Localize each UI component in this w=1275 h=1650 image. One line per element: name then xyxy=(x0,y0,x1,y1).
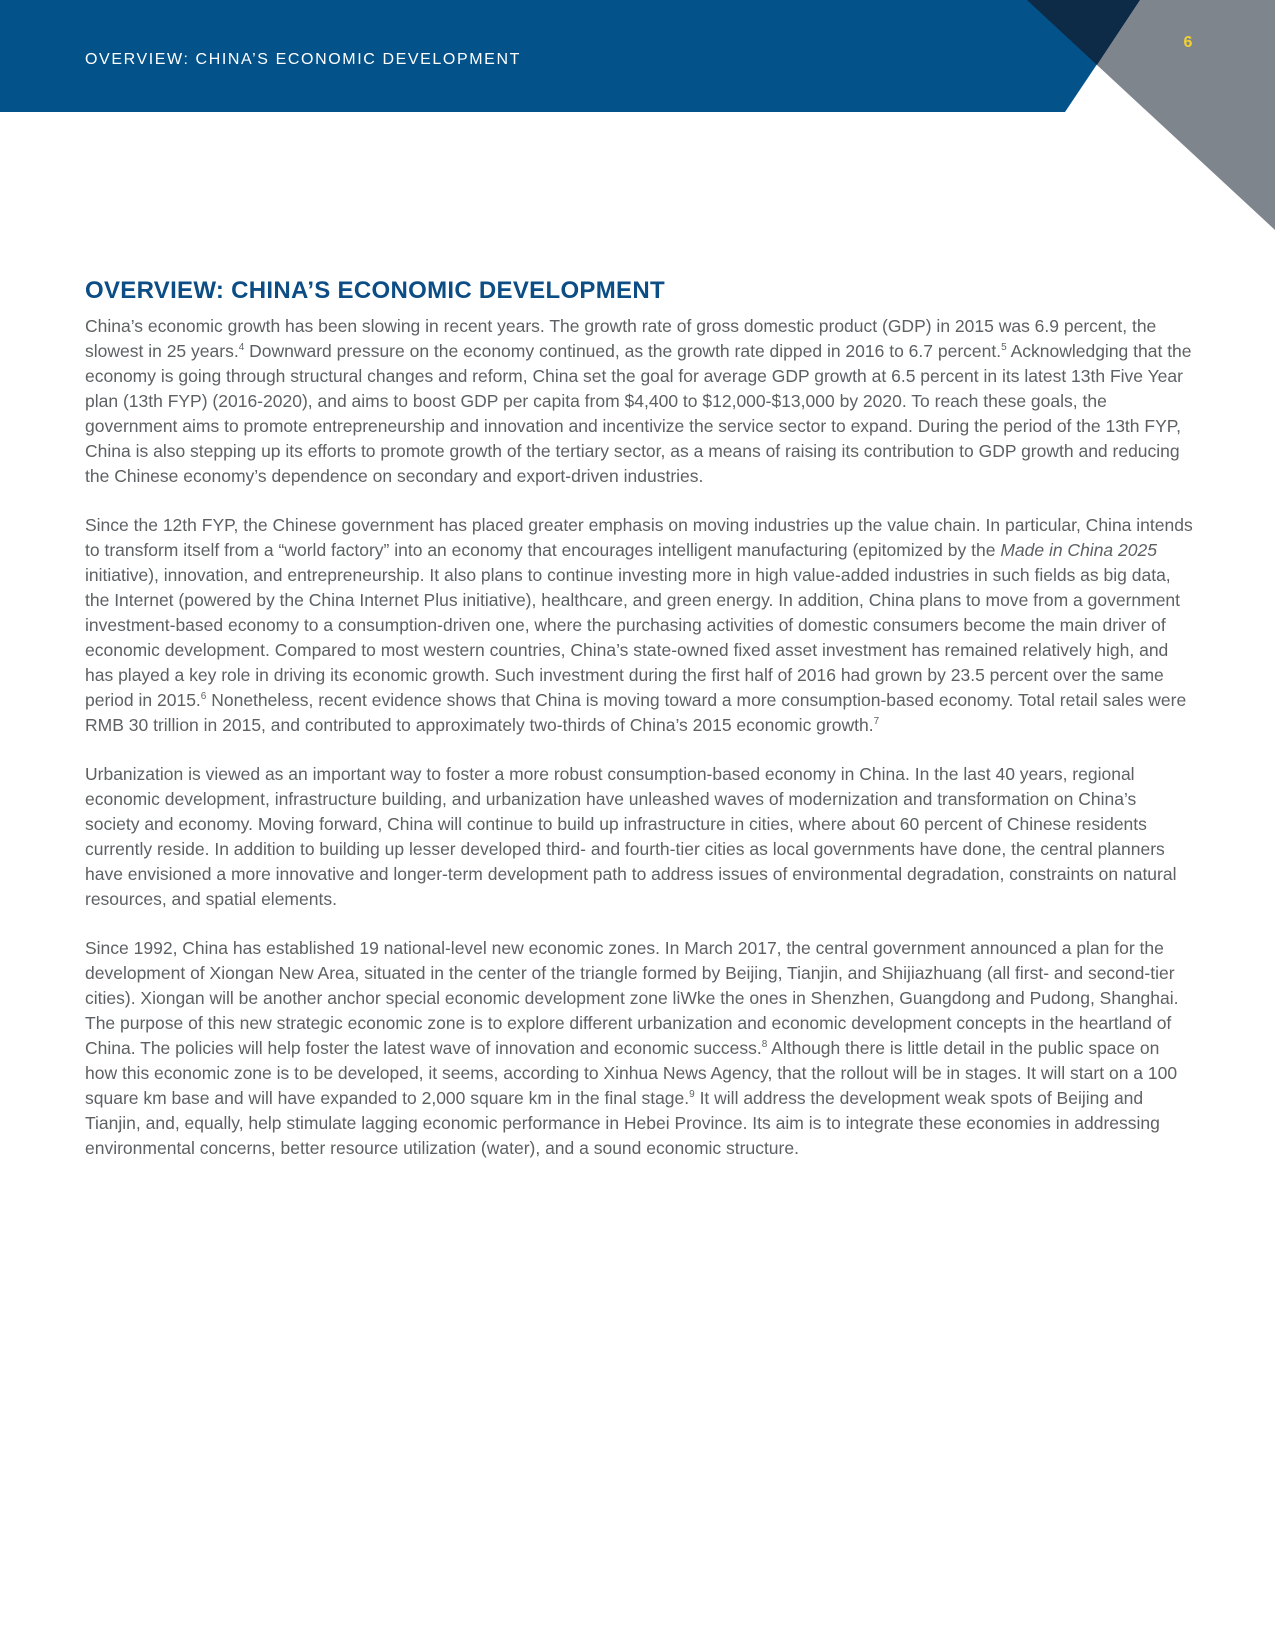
text-run: Urbanization is viewed as an important way to foster a more robust consumption-based economy in China. In the last 40 years, regional economic development, infrastructure building, and urbanization have unleashed waves of modernization and transformation on China’s society and economy. Moving forward, China will continue to build up infrastructure in cities, where about 60 percent of Chinese residents currently reside. In addition to building up lesser developed third- and fourth-tier cities as local governments have done, the central planners have envisioned a more innovative and longer-term development path to address issues of environmental degradation, constraints on natural resources, and spatial elements. xyxy=(85,764,1177,909)
text-run: Downward pressure on the economy continued, as the growth rate dipped in 2016 to 6.7 percent. xyxy=(244,341,1002,361)
initiative-title: Made in China 2025 xyxy=(1000,540,1157,560)
paragraph-growth xyxy=(85,314,1195,489)
paragraph-urbanization xyxy=(85,762,1195,912)
text-run: Acknowledging that the economy is going through structural changes and reform, China set the goal for average GDP growth at 6.5 percent in its latest 13th Five Year plan (13th FYP) (2016-2020), and aims to boost GDP per capita from $4,400 to $12,000-$13,000 by 2020. To reach these goals, the government aims to promote entrepreneurship and innovation and incentivize the service sector to expand. During the period of the 13th FYP, China is also stepping up its efforts to promote growth of the tertiary sector, as a means of raising its contribution to GDP growth and reducing the Chinese economy’s dependence on secondary and export-driven industries. xyxy=(85,341,1192,486)
text-run: Since the 12th FYP, the Chinese government has placed greater emphasis on moving industries up the value chain. In particular, China intends to transform itself from a “world factory” into an economy that encourages intelligent manufacturing (epitomized by the xyxy=(85,515,1193,560)
footnote-ref-7: 7 xyxy=(873,716,880,727)
footnote-ref-4: 4 xyxy=(238,342,245,353)
paragraph-value-chain xyxy=(85,513,1195,738)
footnote-ref-5: 5 xyxy=(1001,342,1007,353)
page-number: 6 xyxy=(1183,34,1193,51)
text-run: Nonetheless, recent evidence shows that China is moving toward a more consumption-based economy. Total retail sales were RMB 30 trillion in 2015, and contributed to approximately two-thirds of China’s 2015 economic growth. xyxy=(85,690,1187,735)
text-run: China’s economic growth has been slowing in recent years. The growth rate of gross domestic product (GDP) in 2015 was 6.9 percent, the slowest in 25 years. xyxy=(85,316,1157,361)
header-banner xyxy=(0,0,1275,230)
text-run: initiative), innovation, and entrepreneurship. It also plans to continue investing more in high value-added industries in such fields as big data, the Internet (powered by the China Internet Plus initiative), healthcare, and green energy. In addition, China plans to move from a government investment-based economy to a consumption-driven one, where the purchasing activities of domestic consumers become the main driver of economic development. Compared to most western countries, China’s state-owned fixed asset investment has remained relatively high, and has played a key role in driving its economic growth. Such investment during the first half of 2016 had grown by 23.5 percent over the same period in 2015. xyxy=(85,565,1181,710)
footnote-ref-8: 8 xyxy=(761,1039,768,1050)
footnote-ref-6: 6 xyxy=(200,691,207,702)
section-heading: OVERVIEW: CHINA’S ECONOMIC DEVELOPMENT xyxy=(85,277,665,304)
text-run: It will address the development weak spots of Beijing and Tianjin, and, equally, help stimulate lagging economic performance in Hebei Province. Its aim is to integrate these economies in addressing environmental concerns, better resource utilization (water), and a sound economic structure. xyxy=(85,1088,1160,1158)
paragraph-economic-zones xyxy=(85,936,1195,1161)
footnote-ref-9: 9 xyxy=(689,1089,695,1100)
text-run: Since 1992, China has established 19 national-level new economic zones. In March 2017, the central government announced a plan for the development of Xiongan New Area, situated in the center of the triangle formed by Beijing, Tianjin, and Shijiazhuang (all first- and second-tier cities). Xiongan will be another anchor special economic development zone liWke the ones in Shenzhen, Guangdong and Pudong, Shanghai. The purpose of this new strategic economic zone is to explore different urbanization and economic development concepts in the heartland of China. The policies will help foster the latest wave of innovation and economic success. xyxy=(85,938,1179,1058)
text-run: Although there is little detail in the public space on how this economic zone is to be developed, it seems, according to Xinhua News Agency, that the rollout will be in stages. It will start on a 100 square km base and will have expanded to 2,000 square km in the final stage. xyxy=(85,1038,1178,1108)
running-header-title: OVERVIEW: CHINA’S ECONOMIC DEVELOPMENT xyxy=(85,51,521,68)
main-content xyxy=(85,276,1195,1185)
